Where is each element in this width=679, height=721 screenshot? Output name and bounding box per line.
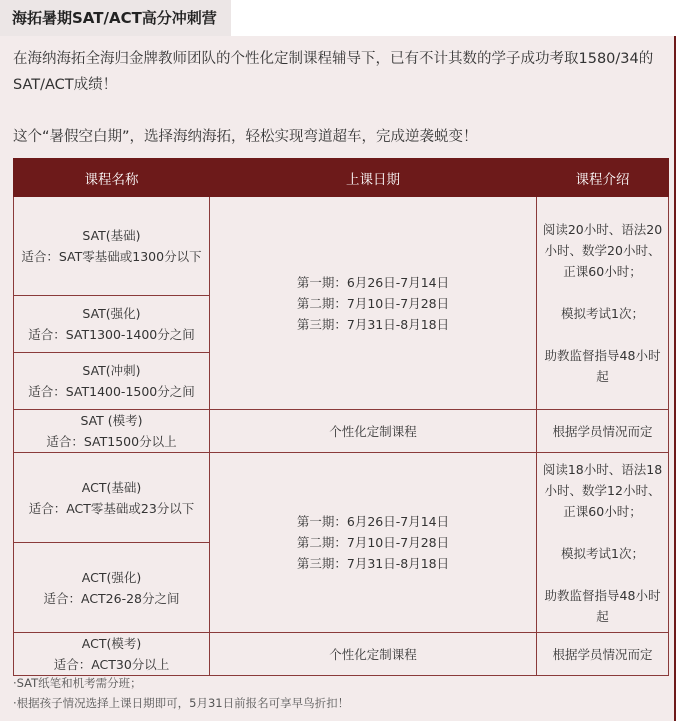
act-dates: 第一期：6月26日-7月14日 第二期：7月10日-7月28日 第三期：7月31日-8月18日: [210, 453, 537, 633]
course-act-basic: ACT(基础) 适合：ACT零基础或23分以下: [14, 453, 210, 543]
table-row: [14, 453, 669, 543]
content-panel: [0, 36, 676, 721]
course-sat-basic: SAT(基础) 适合：SAT零基础或1300分以下: [14, 197, 210, 296]
footnotes: [13, 673, 349, 713]
header-course-name: 课程名称: [14, 159, 210, 197]
footnote-2: ·根据孩子情况选择上课日期即可，5月31日前报名可享早鸟折扣！: [13, 696, 350, 710]
course-act-mock: ACT(模考) 适合：ACT30分以上: [14, 633, 210, 676]
act-mock-date: 个性化定制课程: [210, 633, 537, 676]
course-sat-mock: SAT (模考) 适合：SAT1500分以上: [14, 410, 210, 453]
sat-course-intro: 阅读20小时、语法20小时、数学20小时、正课60小时； 模拟考试1次； 助教监督指导48小时起: [537, 197, 669, 410]
course-sat-strong: SAT(强化) 适合：SAT1300-1400分之间: [14, 296, 210, 353]
sat-dates: 第一期：6月26日-7月14日 第二期：7月10日-7月28日 第三期：7月31日-8月18日: [210, 197, 537, 410]
intro-paragraph-1: 在海纳海拓全海归金牌教师团队的个性化定制课程辅导下，已有不计其数的学子成功考取1580/34的SAT/ACT成绩！: [13, 51, 654, 93]
course-table: [13, 158, 669, 676]
table-row: [14, 197, 669, 296]
intro-text: [13, 46, 669, 150]
sat-mock-intro: 根据学员情况而定: [537, 410, 669, 453]
header-course-intro: 课程介绍: [537, 159, 669, 197]
table-row: [14, 633, 669, 676]
header-class-date: 上课日期: [210, 159, 537, 197]
course-act-strong: ACT(强化) 适合：ACT26-28分之间: [14, 543, 210, 633]
intro-paragraph-2: 这个“暑假空白期”，选择海纳海拓，轻松实现弯道超车，完成逆袭蜕变！: [13, 129, 478, 145]
sat-mock-date: 个性化定制课程: [210, 410, 537, 453]
act-mock-intro: 根据学员情况而定: [537, 633, 669, 676]
course-sat-sprint: SAT(冲刺) 适合：SAT1400-1500分之间: [14, 353, 210, 410]
page-title: 海拓暑期SAT/ACT高分冲刺营: [0, 0, 231, 36]
table-row: [14, 410, 669, 453]
act-course-intro: 阅读18小时、语法18小时、数学12小时、正课60小时； 模拟考试1次； 助教监督指导48小时起: [537, 453, 669, 633]
footnote-1: ·SAT纸笔和机考需分班；: [13, 676, 142, 690]
table-header-row: [14, 159, 669, 197]
